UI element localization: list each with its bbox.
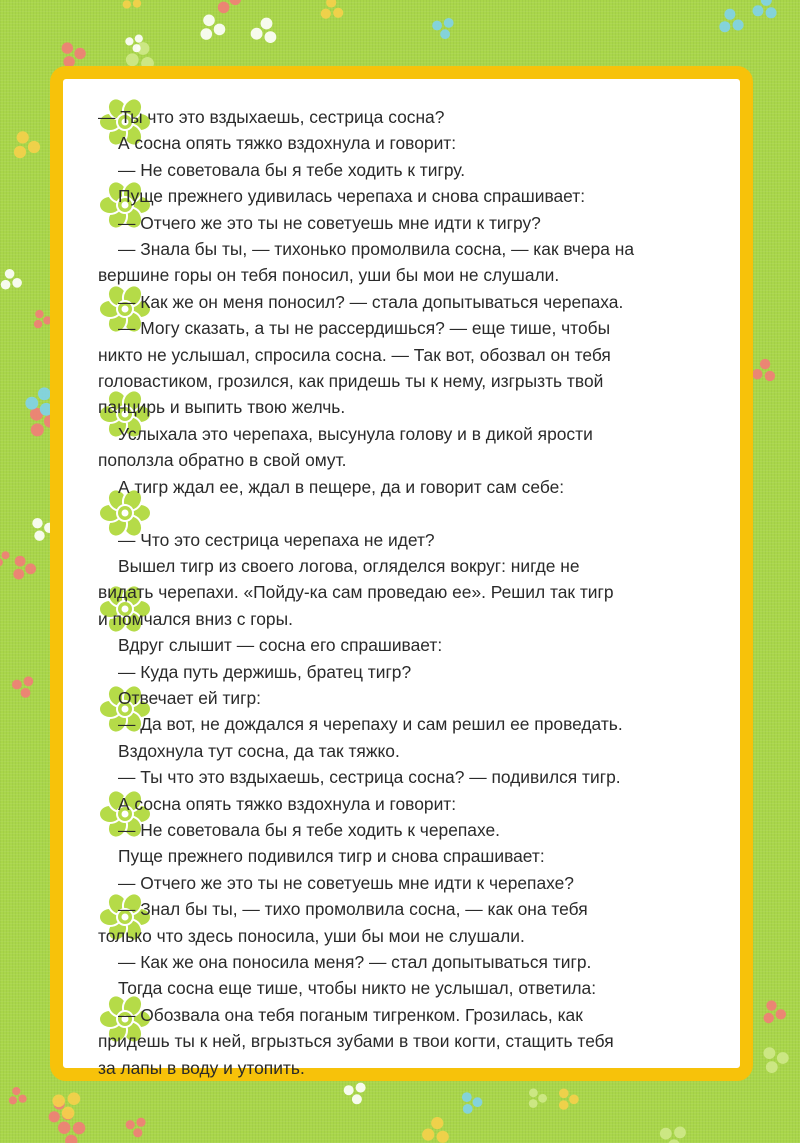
text-line: Тогда сосна еще тише, чтобы никто не услышал, ответила:: [118, 978, 597, 999]
text-line: Вздохнула тут сосна, да так тяжко.: [118, 740, 400, 761]
text-line: — Отчего же это ты не советуешь мне идти к черепахе?: [118, 872, 574, 893]
text-line: А сосна опять тяжко вздохнула и говорит:: [118, 793, 457, 814]
text-line: — Могу сказать, а ты не рассердишься? — еще тише, чтобы: [118, 318, 611, 339]
text-line: никто не услышал, спросила сосна. — Так вот, обозвал он тебя: [98, 344, 611, 365]
text-line: — Как же он меня поносил? — стала допытываться черепаха.: [118, 291, 624, 312]
text-line: — Да вот, не дождался я черепаху и сам решил ее проведать.: [118, 714, 623, 735]
text-line: за лапы в воду и утопить.: [98, 1057, 305, 1078]
text-line: А сосна опять тяжко вздохнула и говорит:: [118, 133, 457, 154]
text-line: Пуще прежнего удивилась черепаха и снова спрашивает:: [118, 186, 586, 207]
text-line: только что здесь поносила, уши бы мои не слушали.: [98, 925, 525, 946]
text-line: — Ты что это вздыхаешь, сестрица сосна? — подивился тигр.: [118, 767, 621, 788]
text-line: — Обозвала она тебя поганым тигренком. Грозилась, как: [118, 1004, 583, 1025]
text-line: — Знала бы ты, — тихонько промолвила сосна, — как вчера на: [118, 239, 635, 260]
text-line: — Не советовала бы я тебе ходить к тигру.: [118, 159, 466, 180]
text-line: Вышел тигр из своего логова, огляделся вокруг: нигде не: [118, 555, 580, 576]
text-line: [98, 500, 738, 526]
text-line: видать черепахи. «Пойду-ка сам проведаю ее». Решил так тигр: [98, 582, 614, 603]
text-line: вершине горы он тебя поносил, уши бы мои не слушали.: [98, 265, 560, 286]
text-line: Пуще прежнего подивился тигр и снова спрашивает:: [118, 846, 545, 867]
text-line: Вдруг слышит — сосна его спрашивает:: [118, 635, 443, 656]
text-line: — Как же она поносила меня? — стал допытываться тигр.: [118, 952, 592, 972]
text-line: Услыхала это черепаха, высунула голову и в дикой ярости: [118, 423, 593, 444]
text-line: А тигр ждал ее, ждал в пещере, да и говорит сам себе:: [118, 476, 565, 497]
text-line: и помчался вниз с горы.: [98, 608, 293, 629]
text-line: — Что это сестрица черепаха не идет?: [118, 529, 435, 550]
text-line: — Отчего же это ты не советуешь мне идти к тигру?: [118, 212, 541, 233]
text-line: придешь ты к ней, вгрызться зубами в твои когти, стащить тебя: [98, 1031, 614, 1052]
text-line: Отвечает ей тигр:: [118, 687, 261, 708]
text-line: головастиком, грозился, как придешь ты к нему, изгрызть твой: [98, 371, 604, 392]
text-line: панцирь и выпить твою желчь.: [98, 397, 346, 418]
story-text: [98, 104, 738, 1081]
text-line: поползла обратно в свой омут.: [98, 450, 347, 471]
text-line: — Ты что это вздыхаешь, сестрица сосна?: [98, 107, 445, 127]
text-line: — Знал бы ты, — тихо промолвила сосна, — как она тебя: [118, 899, 588, 920]
text-line: — Не советовала бы я тебе ходить к черепахе.: [118, 819, 500, 840]
text-line: — Куда путь держишь, братец тигр?: [118, 661, 412, 682]
